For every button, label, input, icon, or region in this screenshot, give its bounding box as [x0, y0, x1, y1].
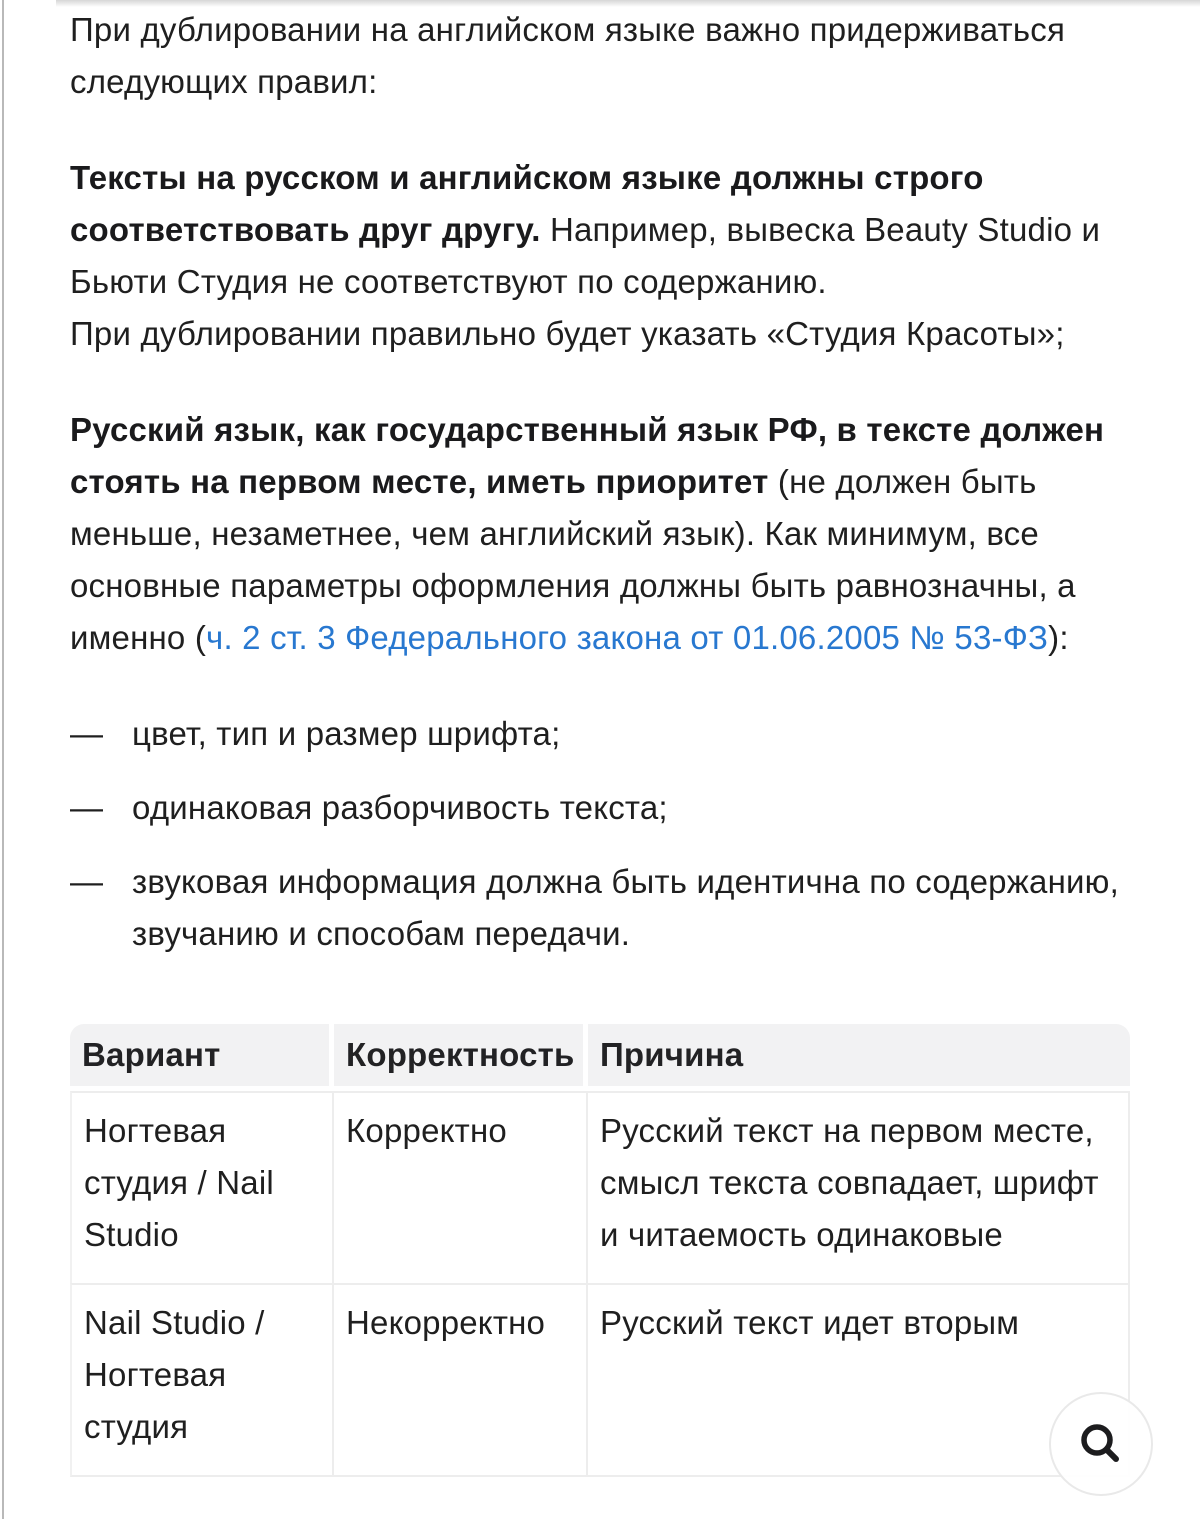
requirements-list — [70, 708, 1130, 960]
table-row — [70, 1091, 1130, 1283]
dash-marker: — — [70, 715, 104, 752]
search-icon — [1077, 1420, 1125, 1468]
examples-table — [70, 1024, 1130, 1477]
cell-reason: Русский текст идет вторым — [588, 1283, 1130, 1477]
rule-match-text-line2: При дублировании правильно будет указать «Студия Красоты»; — [70, 315, 1065, 352]
list-item — [70, 782, 1130, 834]
list-item-text: цвет, тип и размер шрифта; — [132, 715, 561, 752]
search-button[interactable] — [1049, 1392, 1153, 1496]
table-row — [70, 1283, 1130, 1477]
header-reason: Причина — [588, 1024, 1130, 1091]
list-item — [70, 856, 1130, 960]
rule-priority-text: (не должен быть меньше, незаметнее, чем английский язык). Как минимум, все основные параметры оформления должны быть равнозначны, а именно ( — [70, 463, 1076, 656]
list-item — [70, 708, 1130, 760]
list-item-text: одинаковая разборчивость текста; — [132, 789, 668, 826]
paragraph-intro: При дублировании на английском языке важно придерживаться следующих правил: — [70, 11, 1066, 100]
paragraph-rule-priority — [70, 404, 1130, 664]
header-correctness: Корректность — [334, 1024, 588, 1091]
examples-table-wrap — [70, 1024, 1130, 1477]
cell-variant: Nail Studio / Ногтевая студия — [70, 1283, 334, 1477]
rule-match-bold: Тексты на русском и английском языке должны строго соответствовать друг другу. — [70, 159, 984, 248]
cell-variant: Ногтевая студия / Nail Studio — [70, 1091, 334, 1283]
list-item-text: звуковая информация должна быть идентична по содержанию, звучанию и способам передачи. — [132, 863, 1119, 952]
dash-marker: — — [70, 789, 104, 826]
rule-priority-bold: Русский язык, как государственный язык РФ, в тексте должен стоять на первом месте, иметь приоритет — [70, 411, 1105, 500]
cell-correctness: Корректно — [334, 1091, 588, 1283]
dash-marker: — — [70, 863, 104, 900]
rule-match-text: Например, вывеска Beauty Studio и Бьюти Студия не соответствуют по содержанию. — [70, 211, 1101, 300]
rule-priority-tail: ): — [1048, 619, 1069, 656]
cell-reason: Русский текст на первом месте, смысл текста совпадает, шрифт и читаемость одинаковые — [588, 1091, 1130, 1283]
header-variant: Вариант — [70, 1024, 334, 1091]
cell-correctness: Некорректно — [334, 1283, 588, 1477]
table-header-row — [70, 1024, 1130, 1091]
paragraph-rule-match — [70, 152, 1130, 360]
federal-law-link[interactable]: ч. 2 ст. 3 Федерального закона от 01.06.2005 № 53-ФЗ — [206, 619, 1049, 656]
